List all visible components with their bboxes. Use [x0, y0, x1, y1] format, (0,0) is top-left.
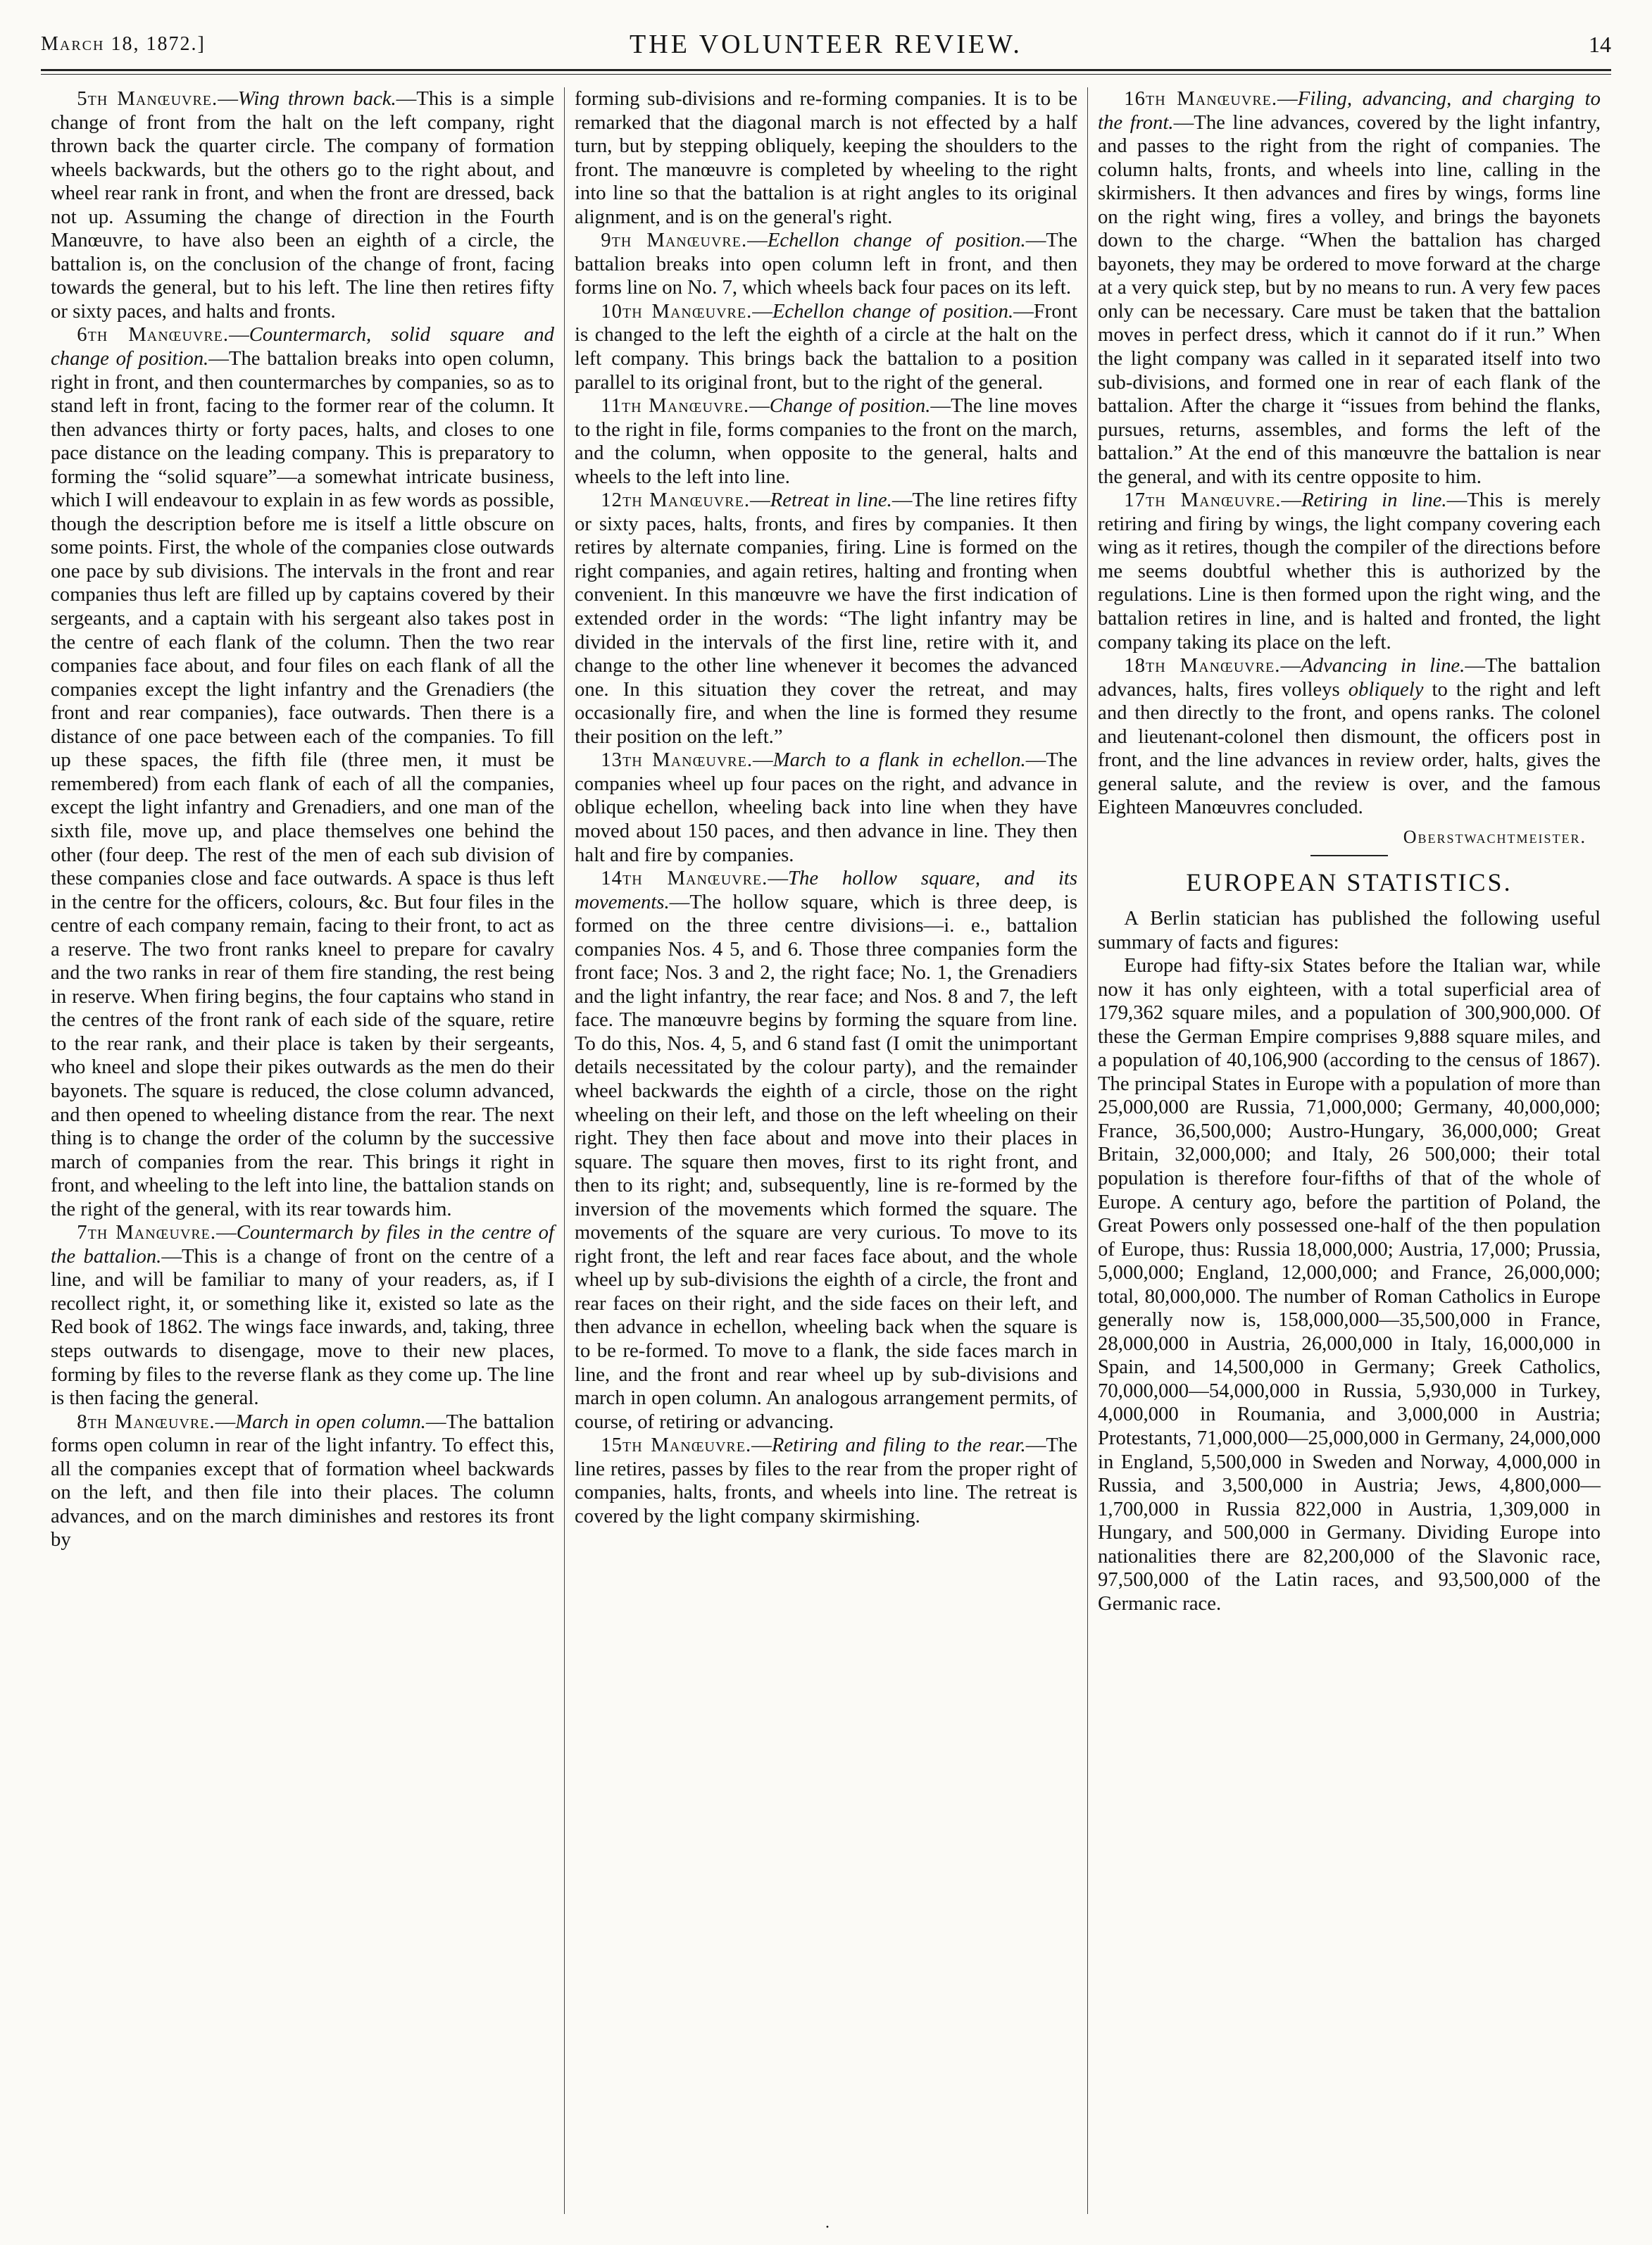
paragraph-18th-manoeuvre: 18th Manœuvre.—Advancing in line.—The battalion advances, halts, fires volleys obliquely to the right and left and then directly to the front, and opens ranks. The colonel and lieutenant-colonel then dismount, the officers post in front, and the line advances in review order, halts, gives the general salute, and the review is over, and the famous Eighteen Manœuvres concluded.	[1098, 654, 1601, 819]
paragraph-text: This is merely retiring and firing by wings, the light company covering each wing as it retires, though the compiler of the directions before me seems doubtful whether this is authorized by the regulations. Line is then formed upon the right wing, and the battalion retires in line, and is halted and fronted, the light company taking its place on the left.	[1098, 489, 1601, 654]
paragraph-text: The battalion forms open column in rear of the light infantry. To effect this, all the companies except that of formation wheel backwards on the left, and then file into their places. The column advances, and on the march diminishes and restores its front by	[51, 1410, 554, 1551]
issue-date: March 18, 1872.]	[41, 33, 206, 55]
column-1	[41, 87, 564, 2214]
manoeuvre-subtitle: Echellon change of position.	[772, 299, 1014, 323]
masthead	[41, 20, 1611, 71]
manoeuvre-heading: 11th Manœuvre.	[601, 394, 750, 418]
paragraph-statistics-body	[1098, 954, 1601, 1615]
paragraph-text: The battalion breaks into open column, right in front, and then countermarches by companies, so as to stand left in front, facing to the former rear of the column. It then advances thirty or forty paces, halts, and closes to one pace distance on the leading company. This is preparatory to forming the “solid square”—a somewhat intricate business, which I will endeavour to explain in as few words as possible, though the description before me is itself a little obscure on some points. First, the whole of the companies close outwards one pace by sub divisions. The intervals in the front and rear companies thus left are filled up by captains covered by their sergeants, and a captain with his sergeant also takes post in the centre of each flank of the column. Then the two rear companies face about, and four files on each flank of all the companies except the light infantry and the Grenadiers (the front and rear companies), face outwards. Then there is a distance of one pace between each of the companies. To fill up these spaces, the fifth file (three men, it must be remembered) from each flank of each of all the companies, except the light infantry and Grenadiers, and one man of the sixth file, move up, and place themselves one behind the other (four deep. The rest of the men of each sub division of these companies close and face outwards. A space is thus left in the centre for the officers, colours, &c. But four files in the centre of each company remain, facing to their front, to act as a reserve. The two front ranks kneel to prepare for cavalry and the two ranks in rear of them fire standing, the rest being in reserve. When firing begins, the four captains who stand in the centres of the front rank of each side of the square, retire to the rear rank, and their place is taken by their sergeants, who kneel and slope their pikes outwards as the men do their bayonets. The square is reduced, the close column advanced, and then opened to wheeling distance from the rear. The next thing is to change the order of the column by the successive march of companies from the rear. This brings it right in front, and wheeling to the left into line, the battalion stands on the right of the general, with its rear towards him.	[51, 347, 554, 1220]
manoeuvre-subtitle: Advancing in line.	[1301, 654, 1465, 677]
paragraph-text: This is a change of front on the centre of a line, and will be familiar to many of your readers, as, if I recollect right, it, or something like it, existed so late as the Red book of 1862. The wings face inwards, and, taking, three steps outwards to disengage, move to their new places, forming by files to the reverse flank as they come up. The line is then facing the general.	[51, 1244, 554, 1410]
manoeuvre-heading: 18th Manœuvre.	[1124, 654, 1281, 677]
manoeuvre-subtitle: Countermarch, solid square and change of position.	[51, 323, 554, 370]
manoeuvre-heading: 12th Manœuvre.	[601, 489, 751, 512]
paragraph-statistics-intro	[1098, 907, 1601, 954]
manoeuvre-subtitle: The hollow square, and its movements.	[575, 867, 1078, 913]
column-2	[564, 87, 1087, 2214]
paragraph-9th-manoeuvre: 9th Manœuvre.—Echellon change of position.—The battalion breaks into open column left in front, and then forms line on No. 7, which wheels back four paces on its left.	[575, 229, 1077, 299]
section-divider	[1310, 855, 1388, 856]
paragraph-text: forming sub-divisions and re-forming companies. It is to be remarked that the diagonal march is not effected by a half turn, but by stepping obliquely, keeping the shoulders to the front. The manœuvre is completed by wheeling to the right into line so that the battalion is at right angles to its original alignment, and is on the general's right.	[575, 87, 1077, 228]
column-3	[1087, 87, 1610, 2214]
paragraph-text: The line retires fifty or sixty paces, halts, fronts, and fires by companies. It then retires by alternate companies, firing. Line is formed on the right companies, and again retires, halting and fronting when convenient. In this manœuvre we have the first indication of extended order in the words: “The light infantry may be divided in the intervals of the first line, retire with it, and change to the other line whenever it becomes the advanced one. In this situation they cover the retreat, and may occasionally fire, and when the line is formed they resume their position on the left.”	[575, 489, 1078, 748]
manoeuvre-heading: 10th Manœuvre.	[601, 299, 753, 323]
paragraph-16th-manoeuvre: 16th Manœuvre.—Filing, advancing, and charging to the front.—The line advances, covered by the light infantry, and passes to the right from the right of companies. The column halts, fronts, and wheels into line, calling in the skirmishers. It then advances and fires by wings, forms line on the right wing, fires a volley, and brings the bayonets down to the charge. “When the battalion has charged bayonets, they may be ordered to move forward at the charge at a very quick step, but by no means to run. A very few paces only can be necessary. Care must be taken that the battalion moves in perfect dress, which it cannot do if it run.” When the light company was called in it separated itself into two sub-divisions, and formed one in rear of each flank of the battalion. After the charge it “issues from behind the flanks, pursues, returns, assembles, and forms the left of the battalion.” At the end of this manœuvre the battalion is near the general, and with its centre opposite to him.	[1098, 87, 1601, 488]
paragraph-14th-manoeuvre: 14th Manœuvre.—The hollow square, and its movements.—The hollow square, which is three deep, is formed on the three centre divisions—i. e., battalion companies Nos. 4 5, and 6. Those three companies form the front face; Nos. 3 and 2, the right face; No. 1, the Grenadiers and the light infantry, the rear face; and Nos. 8 and 7, the left face. The manœuvre begins by forming the square from line. To do this, Nos. 4, 5, and 6 stand fast (I omit the unimportant details necessitated by the colour party), and the remainder wheel backwards the eighth of a circle, those on the right wheeling on their left, and those on the left wheeling on their right. They then face about and move into their places in square. The square then moves, first to its right front, and then to its right; and, subsequently, line is re-formed by the inversion of the movements which formed the square. The movements of the square are very curious. To move to its right front, the left and rear faces face about, and the whole wheel up by sub-divisions the eighth of a circle, the front and rear faces on their right, and the side faces on their left, and then advance in echellon, wheeling back when the square is to be re-formed. To move to a flank, the side faces march in line, and the front and rear wheel up by sub-divisions and march in open column. An analogous arrangement permits, of course, of retiring or advancing.	[575, 867, 1078, 1433]
paragraph-10th-manoeuvre: 10th Manœuvre.—Echellon change of position.—Front is changed to the left the eighth of a circle at the halt on the left company. This brings back the battalion to a position parallel to its original front, but to the right of the general.	[575, 299, 1077, 394]
masthead-rule	[41, 74, 1611, 75]
page-mark: ·	[825, 2218, 830, 2237]
manoeuvre-subtitle: Retiring in line.	[1301, 489, 1447, 512]
manoeuvre-heading: 13th Manœuvre.	[601, 749, 753, 772]
manoeuvre-subtitle: March to a flank in echellon.	[772, 749, 1026, 772]
manoeuvre-heading: 14th Manœuvre.	[601, 867, 768, 890]
paragraph-text: The companies wheel up four paces on the right, and advance in oblique echellon, wheeling back into line when they have moved about 150 paces, and then advance in line. They then halt and fire by companies.	[575, 749, 1078, 866]
paragraph-text: The line retires, passes by files to the rear from the proper right of companies, halts, fronts, and wheels into line. The retreat is covered by the light company skirmishing.	[575, 1434, 1078, 1527]
paragraph-continuation	[575, 87, 1077, 229]
paragraph-text: The hollow square, which is three deep, is formed on the three centre divisions—i. e., battalion companies Nos. 4 5, and 6. Those three companies form the front face; Nos. 3 and 2, the right face; No. 1, the Grenadiers and the light infantry, the rear face; and Nos. 8 and 7, the left face. The manœuvre begins by forming the square from line. To do this, Nos. 4, 5, and 6 stand fast (I omit the unimportant details necessitated by the colour party), and the remainder wheel backwards the eighth of a circle, those on the right wheeling on their left, and those on the left wheeling on their right. They then face about and move into their places in square. The square then moves, first to its right front, and then to its right; and, subsequently, line is re-formed by the inversion of the movements which formed the square. The movements of the square are very curious. To move to its right front, the left and rear faces face about, and the whole wheel up by sub-divisions the eighth of a circle, the front and rear faces on their right, and the side faces on their left, and then advance in echellon, wheeling back when the square is to be re-formed. To move to a flank, the side faces march in line, and the front and rear wheel up by sub-divisions and march in open column. An analogous arrangement permits, of course, of retiring or advancing.	[575, 890, 1077, 1433]
manoeuvre-heading: 5th Manœuvre.	[77, 87, 218, 110]
manoeuvre-subtitle: Retreat in line.	[770, 489, 892, 512]
manoeuvre-heading: 16th Manœuvre.	[1124, 87, 1278, 110]
article-signature: Oberstwachtmeister.	[1403, 826, 1587, 847]
manoeuvre-heading: 7th Manœuvre.	[77, 1221, 217, 1244]
paragraph-13th-manoeuvre: 13th Manœuvre.—March to a flank in echellon.—The companies wheel up four paces on the right, and advance in oblique echellon, wheeling back into line when they have moved about 150 paces, and then advance in line. They then halt and fire by companies.	[575, 749, 1078, 866]
manoeuvre-subtitle: Filing, advancing, and charging to the front.	[1098, 87, 1601, 134]
paragraph-15th-manoeuvre: 15th Manœuvre.—Retiring and filing to the rear.—The line retires, passes by files to the rear from the proper right of companies, halts, fronts, and wheels into line. The retreat is covered by the light company skirmishing.	[575, 1434, 1078, 1527]
manoeuvre-subtitle: Echellon change of position.	[767, 229, 1026, 252]
manoeuvre-subtitle: Wing thrown back.	[237, 87, 396, 110]
manoeuvre-subtitle: Change of position.	[769, 394, 931, 418]
section-title: EUROPEAN STATISTICS.	[1186, 868, 1513, 896]
paragraph-17th-manoeuvre: 17th Manœuvre.—Retiring in line.—This is merely retiring and firing by wings, the light company covering each wing as it retires, though the compiler of the directions before me seems doubtful whether this is authorized by the regulations. Line is then formed upon the right wing, and the battalion retires in line, and is halted and fronted, the light company taking its place on the left.	[1098, 489, 1601, 654]
paragraph-text: This is a simple change of front from the halt on the left company, right thrown back the quarter circle. The company of formation wheels backwards, but the others go to the right about, and wheel rear rank in front, and when the front are dressed, back not up. Assuming the change of direction in the Fourth Manœuvre, to have also been an eighth of a circle, the battalion is, on the conclusion of the change of front, facing towards the general, but to his left. The line then retires fifty or sixty paces, and halts and fronts.	[51, 87, 555, 323]
paragraph-text: The battalion breaks into open column left in front, and then forms line on No. 7, which wheels back four paces on its left.	[575, 229, 1077, 299]
paragraph-text: Front is changed to the left the eighth of a circle at the halt on the left company. This brings back the battalion to a position parallel to its original front, but to the right of the general.	[575, 299, 1077, 394]
paragraph-text: Europe had fifty-six States before the Italian war, while now it has only eighteen, with a total superficial area of 179,362 square miles, and a population of 300,900,000. Of these the German Empire comprises 9,888 square miles, and a population of 40,106,900 (according to the census of 1867). The principal States in Europe with a population of more than 25,000,000 are Russia, 71,000,000; Germany, 40,000,000; France, 36,500,000; Austro-Hungary, 36,000,000; Great Britain, 32,000,000; and Italy, 26 500,000; their total population is therefore four-fifths of that of the whole of Europe. A century ago, before the partition of Poland, the Great Powers only possessed one-half of the then population of Europe, thus: Russia 18,000,000; Austria, 17,000; Prussia, 5,000,000; England, 12,000,000; and France, 26,000,000; total, 80,000,000. The number of Roman Catholics in Europe generally now is, 158,000,000—35,500,000 in France, 28,000,000 in Austria, 26,000,000 in Italy, 16,000,000 in Spain, and 14,500,000 in Germany; Greek Catholics, 70,000,000—54,000,000 in Russia, 5,930,000 in Turkey, 4,000,000 in Roumania, and 3,000,000 in Austria; Protestants, 71,000,000—25,000,000 in Germany, 24,000,000 in England, 5,500,000 in Sweden and Norway, 4,000,000 in Russia, and 3,500,000 in Austria; Jews, 4,800,000—1,700,000 in Russia 822,000 in Austria, 1,309,000 in Hungary, and 500,000 in Germany. Dividing Europe into nationalities there are 82,200,000 of the Slavonic race, 97,500,000 of the Latin races, and 93,500,000 of the Germanic race.	[1098, 954, 1601, 1615]
paragraph-text: A Berlin statician has published the following useful summary of facts and figures:	[1098, 906, 1601, 953]
paragraph-6th-manoeuvre: 6th Manœuvre.—Countermarch, solid square and change of position.—The battalion breaks into open column, right in front, and then countermarches by companies, so as to stand left in front, facing to the former rear of the column. It then advances thirty or forty paces, halts, and closes to one pace distance on the leading company. This is preparatory to forming the “solid square”—a somewhat intricate business, which I will endeavour to explain in as few words as possible, though the description before me is itself a little obscure on some points. First, the whole of the companies close outwards one pace by sub divisions. The intervals in the front and rear companies thus left are filled up by captains covered by their sergeants, and a captain with his sergeant also takes post in the centre of each flank of the column. Then the two rear companies face about, and four files on each flank of all the companies except the light infantry and the Grenadiers (the front and rear companies), face outwards. Then there is a distance of one pace between each of the companies. To fill up these spaces, the fifth file (three men, it must be remembered) from each flank of each of all the companies, except the light infantry and Grenadiers, and one man of the sixth file, move up, and place themselves one behind the other (four deep. The rest of the men of each sub division of these companies close and face outwards. A space is thus left in the centre for the officers, colours, &c. But four files in the centre of each company remain, facing to their front, to act as a reserve. The two front ranks kneel to prepare for cavalry and the two ranks in rear of them fire standing, the rest being in reserve. When firing begins, the four captains who stand in the centres of the front rank of each side of the square, retire to the rear rank, and their place is taken by their sergeants, who kneel and slope their pikes outwards as the men do their bayonets. The square is reduced, the close column advanced, and then opened to wheeling distance from the rear. The next thing is to change the order of the column by the successive march of companies from the rear. This brings it right in front, and wheeling to the left into line, the battalion stands on the right of the general, with its rear towards him.	[51, 323, 554, 1220]
paragraph-5th-manoeuvre: 5th Manœuvre.—Wing thrown back.—This is a simple change of front from the halt on the left company, right thrown back the quarter circle. The company of formation wheels backwards, but the others go to the right about, and wheel rear rank in front, and when the front are dressed, back not up. Assuming the change of direction in the Fourth Manœuvre, to have also been an eighth of a circle, the battalion is, on the conclusion of the change of front, facing towards the general, but to his left. The line then retires fifty or sixty paces, and halts and fronts.	[51, 87, 555, 323]
paragraph-text: The line advances, covered by the light infantry, and passes to the right from the right of companies. The column halts, fronts, and wheels into line, calling in the skirmishers. It then advances and fires by wings, forms line on the right wing, fires a volley, and brings the bayonets down to the charge. “When the battalion has charged bayonets, they may be ordered to move forward at the charge at a very quick step, but by no means to run. A very few paces only can be necessary. Care must be taken that the battalion moves in perfect dress, which it cannot do if it run.” When the light company was called in it separated itself into two sub-divisions, and formed one in rear of each flank of the battalion. After the charge it “issues from behind the flanks, pursues, returns, assembles, and forms the left of the battalion.” At the end of this manœuvre the battalion is near the general, and with its centre opposite to him.	[1098, 111, 1601, 488]
emphasis-text: obliquely	[1348, 677, 1424, 701]
manoeuvre-subtitle: Retiring and filing to the rear.	[771, 1434, 1026, 1457]
paragraph-text: The line moves to the right in file, forms companies to the front on the march, and the column, when opposite to the general, halts and wheels to the left into line.	[575, 394, 1077, 488]
manoeuvre-heading: 17th Manœuvre.	[1124, 489, 1282, 512]
manoeuvre-heading: 6th Manœuvre.	[77, 323, 230, 346]
newspaper-title: THE VOLUNTEER REVIEW.	[630, 30, 1022, 59]
manoeuvre-subtitle: March in open column.	[235, 1410, 426, 1433]
paragraph-11th-manoeuvre: 11th Manœuvre.—Change of position.—The line moves to the right in file, forms companies to the front on the march, and the column, when opposite to the general, halts and wheels to the left into line.	[575, 394, 1077, 488]
manoeuvre-heading: 9th Manœuvre.	[601, 229, 748, 252]
columns	[41, 87, 1611, 2214]
paragraph-text: The battalion advances, halts, fires volleys	[1098, 654, 1601, 701]
paragraph-text: to the right and left and then directly to the front, and opens ranks. The colonel and lieutenant-colonel then dismount, the officers post in front, and the line advances in review order, halts, gives the general salute, and the review is over, and the famous Eighteen Manœuvres concluded.	[1098, 677, 1601, 819]
paragraph-8th-manoeuvre: 8th Manœuvre.—March in open column.—The battalion forms open column in rear of the light infantry. To effect this, all the companies except that of formation wheel backwards on the left, and then file into their places. The column advances, and on the march diminishes and restores its front by	[51, 1410, 554, 1551]
manoeuvre-subtitle: Countermarch by files in the centre of the battalion.	[51, 1221, 554, 1268]
manoeuvre-heading: 8th Manœuvre.	[77, 1410, 215, 1433]
page-number: 14	[1589, 31, 1611, 57]
paragraph-12th-manoeuvre: 12th Manœuvre.—Retreat in line.—The line retires fifty or sixty paces, halts, fronts, and fires by companies. It then retires by alternate companies, firing. Line is formed on the right companies, and again retires, halting and fronting when convenient. In this manœuvre we have the first indication of extended order in the words: “The light infantry may be divided in the intervals of the first line, retire with it, and change to the other line whenever it becomes the advanced one. In this situation they cover the retreat, and may occasionally fire, and when the line is formed they resume their position on the left.”	[575, 489, 1078, 748]
paragraph-7th-manoeuvre: 7th Manœuvre.—Countermarch by files in the centre of the battalion.—This is a change of front on the centre of a line, and will be familiar to many of your readers, as, if I recollect right, it, or something like it, existed so late as the Red book of 1862. The wings face inwards, and, taking, three steps outwards to disengage, move to their new places, forming by files to the reverse flank as they come up. The line is then facing the general.	[51, 1221, 554, 1410]
manoeuvre-heading: 15th Manœuvre.	[601, 1434, 752, 1457]
